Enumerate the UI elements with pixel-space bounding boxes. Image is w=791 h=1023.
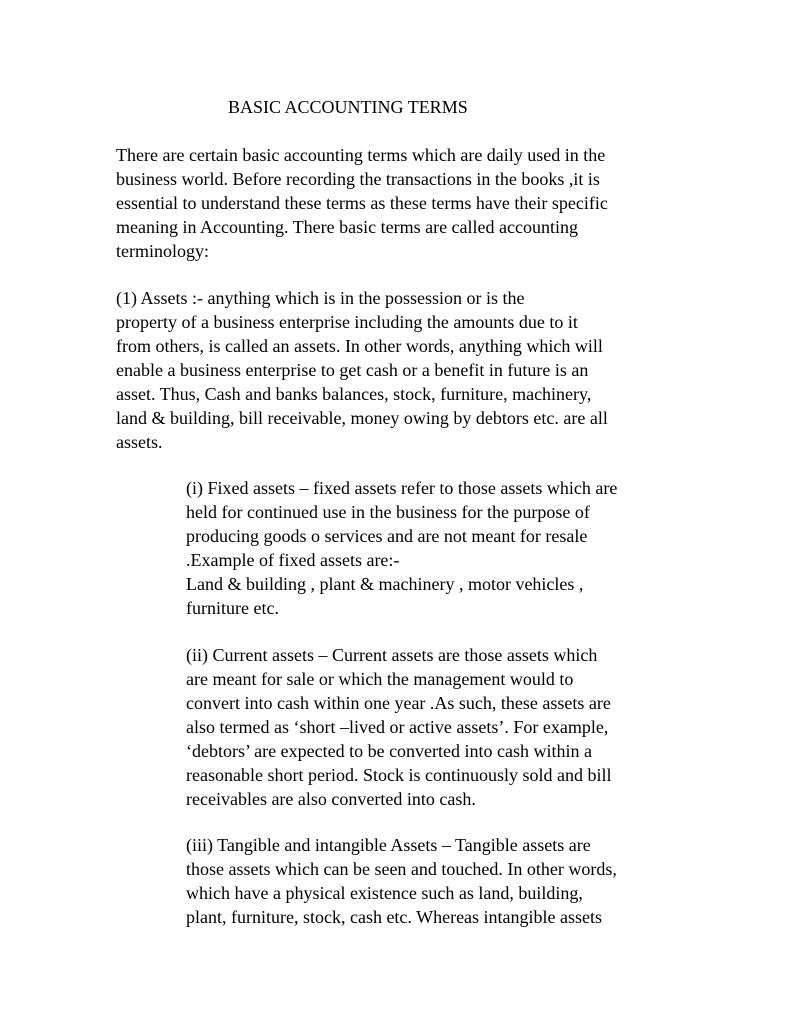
text-line: producing goods o services and are not meant for resale <box>186 526 588 546</box>
text-line: ‘debtors’ are expected to be converted into cash within a <box>186 741 593 761</box>
text-line: plant, furniture, stock, cash etc. Whereas intangible assets <box>186 907 603 927</box>
current-assets-paragraph <box>186 643 611 811</box>
text-line: enable a business enterprise to get cash or a benefit in future is an <box>116 360 589 380</box>
text-line: those assets which can be seen and touched. In other words, <box>186 859 617 879</box>
text-line: There are certain basic accounting terms which are daily used in the <box>116 145 606 165</box>
text-line: land & building, bill receivable, money owing by debtors etc. are all <box>116 408 608 428</box>
text-line: essential to understand these terms as these terms have their specific <box>116 193 608 213</box>
document-title: BASIC ACCOUNTING TERMS <box>228 97 468 117</box>
text-line: (i) Fixed assets – fixed assets refer to those assets which are <box>186 478 618 498</box>
text-line: meaning in Accounting. There basic terms are called accounting <box>116 217 578 237</box>
text-line: furniture etc. <box>186 598 279 618</box>
text-line: receivables are also converted into cash. <box>186 789 476 809</box>
text-line: .Example of fixed assets are:- <box>186 550 400 570</box>
text-line: held for continued use in the business for the purpose of <box>186 502 590 522</box>
text-line: reasonable short period. Stock is continuously sold and bill <box>186 765 612 785</box>
text-line: are meant for sale or which the management would to <box>186 669 574 689</box>
text-line: which have a physical existence such as land, building, <box>186 883 583 903</box>
text-line: terminology: <box>116 241 209 261</box>
assets-paragraph <box>116 286 608 454</box>
text-line: business world. Before recording the transactions in the books ,it is <box>116 169 600 189</box>
text-line: convert into cash within one year .As such, these assets are <box>186 693 611 713</box>
text-line: (ii) Current assets – Current assets are those assets which <box>186 645 598 665</box>
text-line: also termed as ‘short –lived or active assets’. For example, <box>186 717 609 737</box>
text-line: (1) Assets :- anything which is in the possession or is the <box>116 288 525 308</box>
text-line: (iii) Tangible and intangible Assets – Tangible assets are <box>186 835 591 855</box>
text-line: from others, is called an assets. In other words, anything which will <box>116 336 603 356</box>
tangible-assets-paragraph <box>186 833 617 929</box>
text-line: assets. <box>116 432 163 452</box>
text-line: Land & building , plant & machinery , motor vehicles , <box>186 574 584 594</box>
intro-paragraph <box>116 143 608 263</box>
text-line: asset. Thus, Cash and banks balances, stock, furniture, machinery, <box>116 384 592 404</box>
text-line: property of a business enterprise including the amounts due to it <box>116 312 578 332</box>
fixed-assets-paragraph <box>186 476 617 620</box>
